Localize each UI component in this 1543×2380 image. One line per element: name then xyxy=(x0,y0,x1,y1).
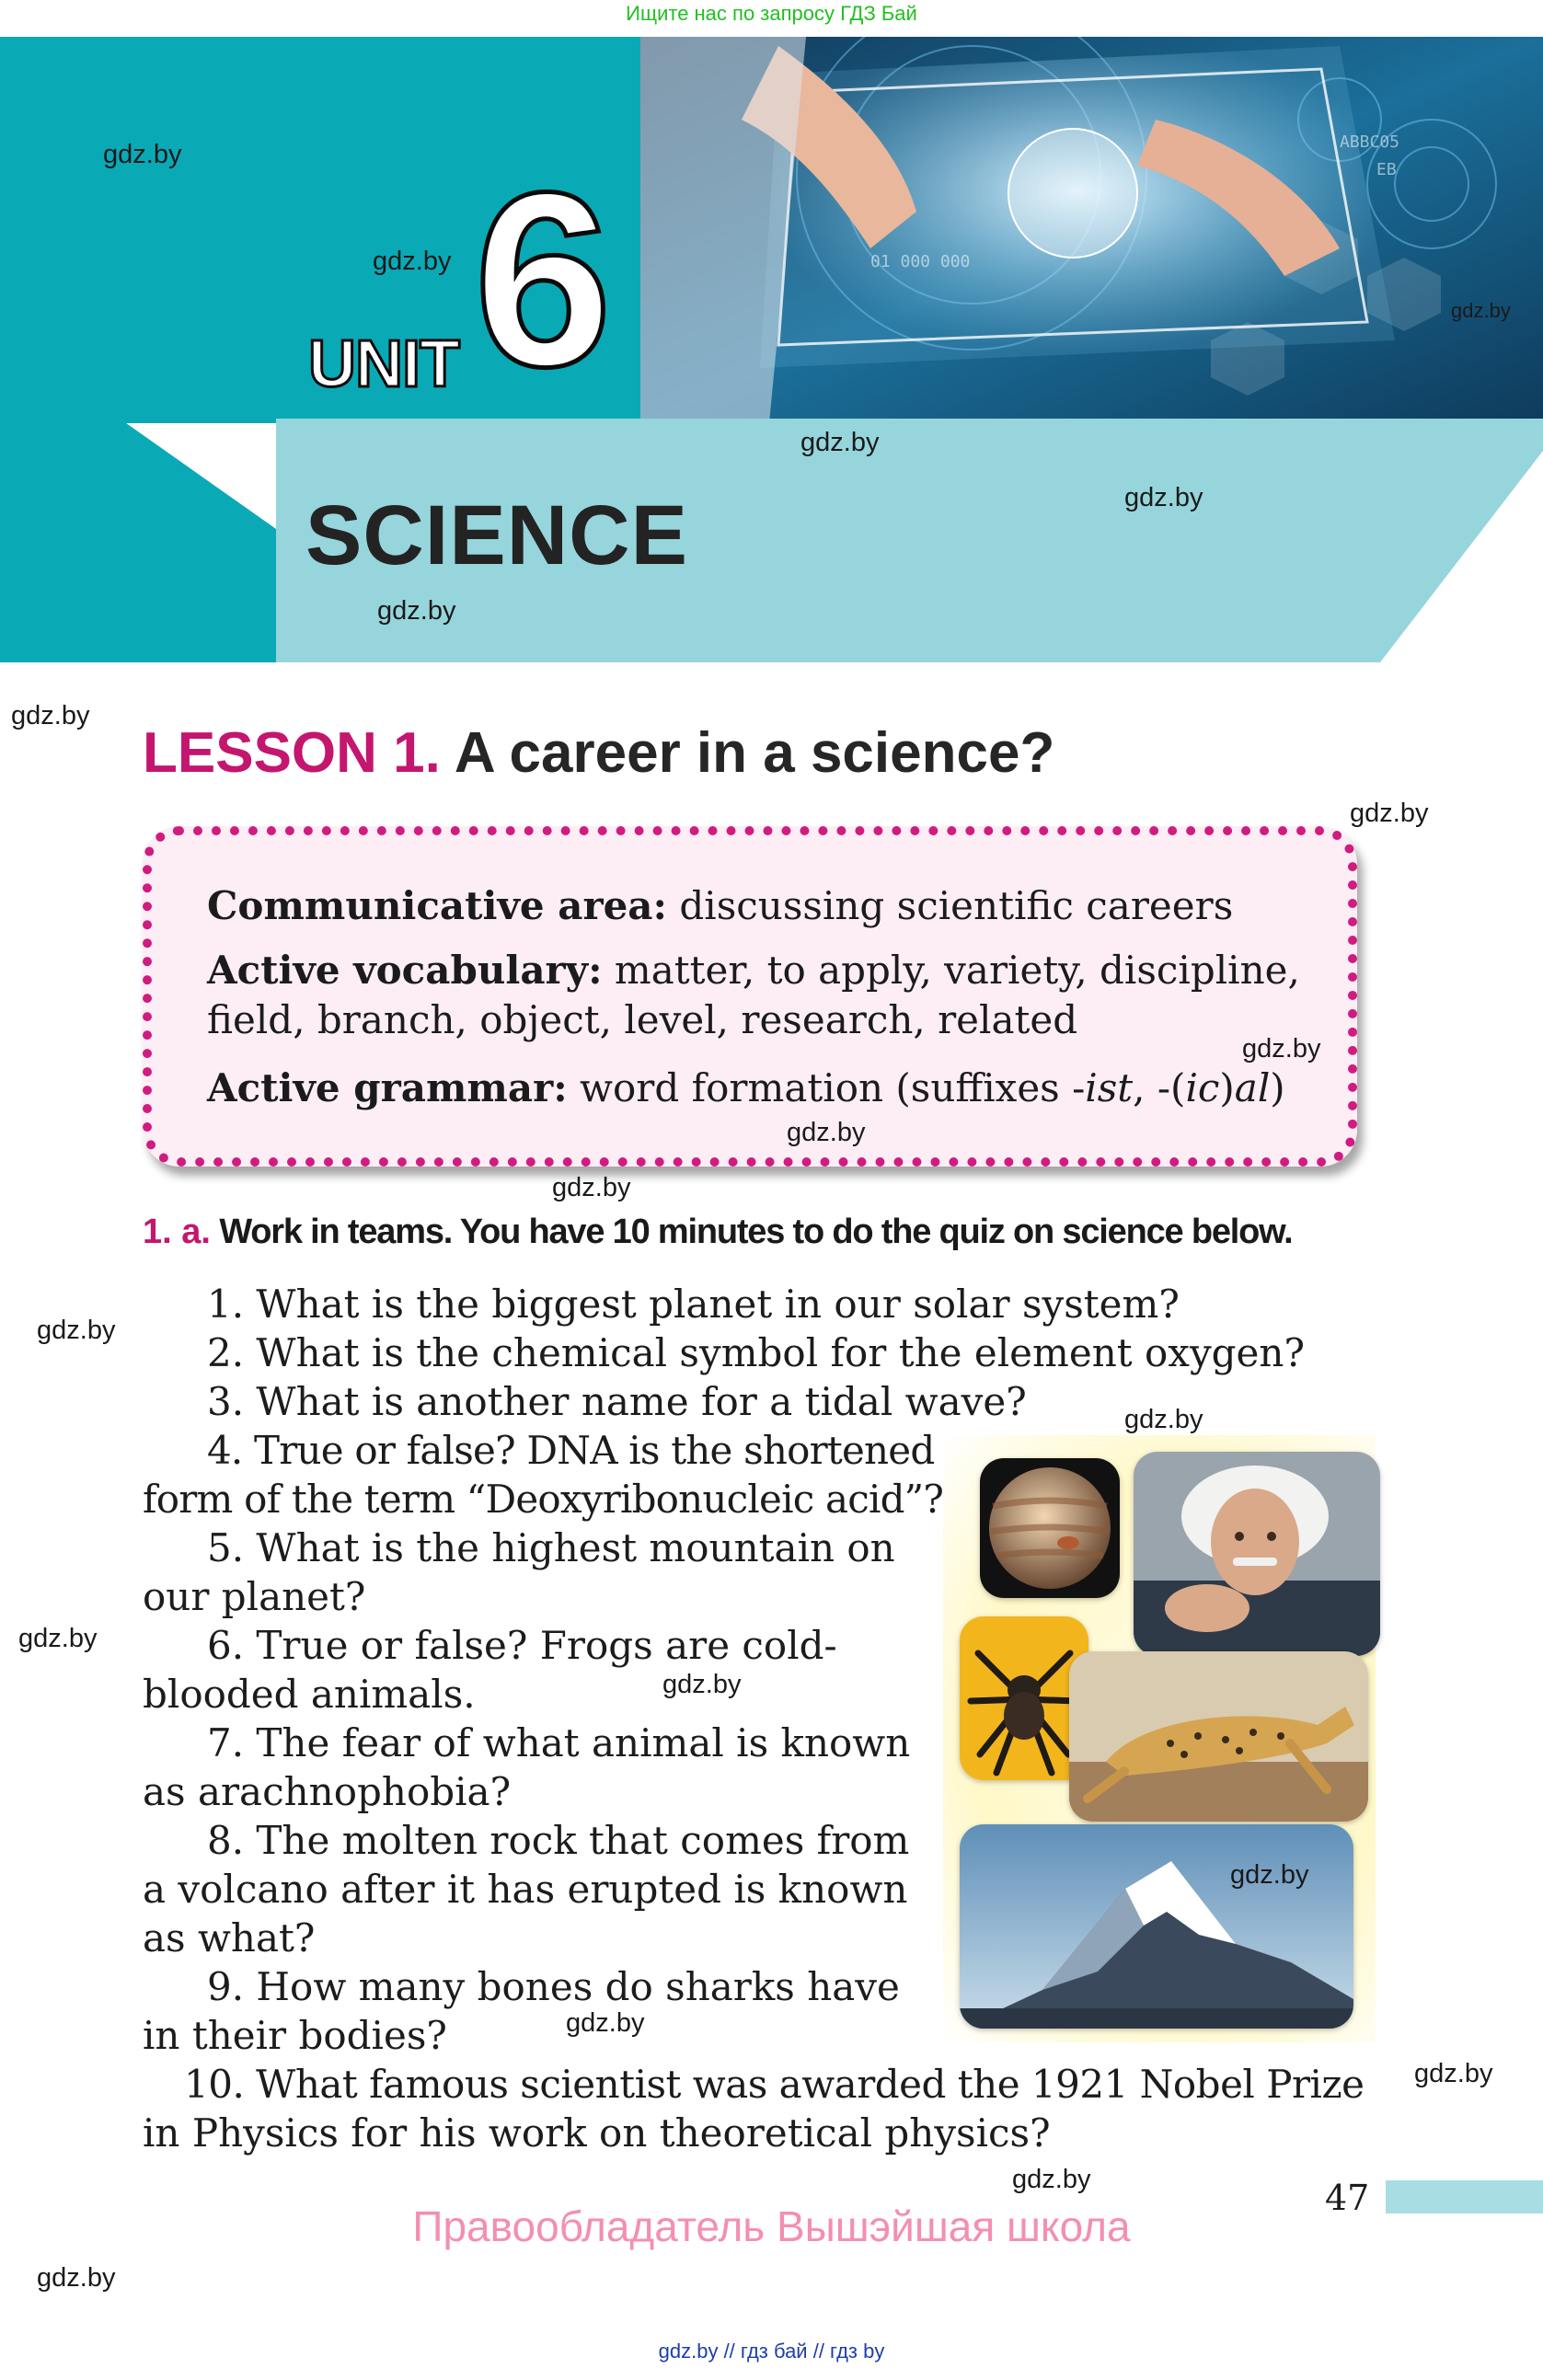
grammar-text: word formation (suffixes - xyxy=(567,1065,1086,1110)
communicative-area-label: Communicative area xyxy=(207,883,653,928)
page-number: 47 xyxy=(1325,2178,1370,2218)
task-text: Work in teams. You have 10 minutes to do the quiz on science below. xyxy=(219,1213,1293,1251)
watermark: gdz.by xyxy=(18,1624,98,1653)
question-9: 9. How many bones do sharks have xyxy=(207,1964,900,2009)
question-6-cont: blooded animals. xyxy=(143,1672,476,1717)
footer-links: gdz.by // гдз бай // гдз by xyxy=(658,2340,885,2363)
watermark: gdz.by xyxy=(37,2263,116,2293)
grammar-mid: , -( xyxy=(1133,1065,1186,1110)
watermark: gdz.by xyxy=(566,2008,645,2038)
watermark: gdz.by xyxy=(1012,2165,1091,2194)
watermark: gdz.by xyxy=(1242,1034,1321,1064)
unit-title: SCIENCE xyxy=(305,489,688,582)
question-8: 8. The molten rock that comes from xyxy=(207,1818,910,1863)
question-8-cont: a volcano after it has erupted is known xyxy=(143,1867,908,1912)
question-8-cont-2: as what? xyxy=(143,1915,316,1960)
banner-photo-hands-tablet xyxy=(640,37,1543,423)
task-1a xyxy=(143,1213,1292,1252)
active-vocabulary-line xyxy=(207,948,1300,993)
communicative-area-text: discussing scientific careers xyxy=(667,883,1234,928)
jupiter-photo xyxy=(980,1458,1120,1598)
watermark: gdz.by xyxy=(787,1118,866,1147)
communicative-area-colon: : xyxy=(652,883,668,928)
lesson-info-box xyxy=(143,826,1357,1167)
svg-text:ABBC05: ABBC05 xyxy=(1340,132,1400,152)
watermark: gdz.by xyxy=(1350,799,1429,828)
watermark: gdz.by xyxy=(800,428,880,457)
svg-text:01 000 000: 01 000 000 xyxy=(870,252,971,271)
lesson-number: LESSON 1. xyxy=(143,721,441,785)
question-7: 7. The fear of what animal is known xyxy=(207,1720,911,1765)
watermark: gdz.by xyxy=(373,247,452,276)
active-vocabulary-text-1: matter, to apply, variety, discipline, xyxy=(602,948,1300,993)
watermark: gdz.by xyxy=(11,701,90,730)
active-grammar-label: Active grammar: xyxy=(207,1065,568,1110)
question-5: 5. What is the highest mountain on xyxy=(207,1525,895,1570)
communicative-area-line xyxy=(207,883,1233,928)
active-grammar-line xyxy=(207,1065,1285,1110)
grammar-end: ) xyxy=(1270,1065,1285,1110)
active-vocabulary-label: Active vocabulary: xyxy=(207,948,603,993)
question-6: 6. True or false? Frogs are cold- xyxy=(207,1623,837,1668)
question-10-cont: in Physics for his work on theoretical physics? xyxy=(143,2110,1051,2156)
question-9-cont: in their bodies? xyxy=(143,2013,447,2058)
unit-number: 6 xyxy=(474,142,613,419)
suffix-ist: ist xyxy=(1085,1065,1134,1110)
einstein-photo xyxy=(1134,1452,1380,1656)
question-4-cont: form of the term “Deoxyribonucleic acid”? xyxy=(143,1477,944,1522)
suffix-al: al xyxy=(1234,1065,1271,1110)
mountain-photo xyxy=(960,1824,1353,2029)
watermark: gdz.by xyxy=(552,1173,631,1202)
svg-text:EB: EB xyxy=(1376,160,1397,179)
copyright-notice: Правообладатель Вышэйшая школа xyxy=(412,2202,1131,2250)
watermark: gdz.by xyxy=(103,140,182,169)
question-5-cont: our planet? xyxy=(143,1574,366,1619)
lesson-title: A career in a science? xyxy=(454,721,1055,785)
question-7-cont: as arachnophobia? xyxy=(143,1769,512,1814)
watermark: gdz.by xyxy=(37,1316,116,1345)
suffix-ic: ic xyxy=(1185,1065,1220,1110)
cheetah-photo xyxy=(1069,1651,1368,1822)
question-2: 2. What is the chemical symbol for the element oxygen? xyxy=(207,1330,1305,1375)
question-10: 10. What famous scientist was awarded the 1921 Nobel Prize xyxy=(184,2062,1365,2107)
watermark: gdz.by xyxy=(377,596,456,626)
unit-label: UNIT xyxy=(308,328,459,401)
question-3: 3. What is another name for a tidal wave? xyxy=(207,1379,1027,1424)
task-number: 1. a. xyxy=(143,1213,211,1251)
watermark: gdz.by xyxy=(1124,483,1203,512)
grammar-close: ) xyxy=(1219,1065,1235,1110)
active-vocabulary-line-2: field, branch, object, level, research, related xyxy=(207,997,1078,1042)
watermark: gdz.by xyxy=(1451,299,1511,322)
watermark: gdz.by xyxy=(662,1670,742,1699)
question-1: 1. What is the biggest planet in our solar system? xyxy=(207,1282,1180,1327)
lesson-heading xyxy=(143,720,1054,786)
watermark: gdz.by xyxy=(1414,2059,1493,2088)
question-4: 4. True or false? DNA is the shortened xyxy=(207,1428,935,1473)
watermark: gdz.by xyxy=(1230,1860,1309,1890)
watermark: gdz.by xyxy=(1124,1405,1203,1434)
banner-light-shape xyxy=(0,419,1543,662)
top-search-note: Ищите нас по запросу ГДЗ Бай xyxy=(626,2,917,25)
